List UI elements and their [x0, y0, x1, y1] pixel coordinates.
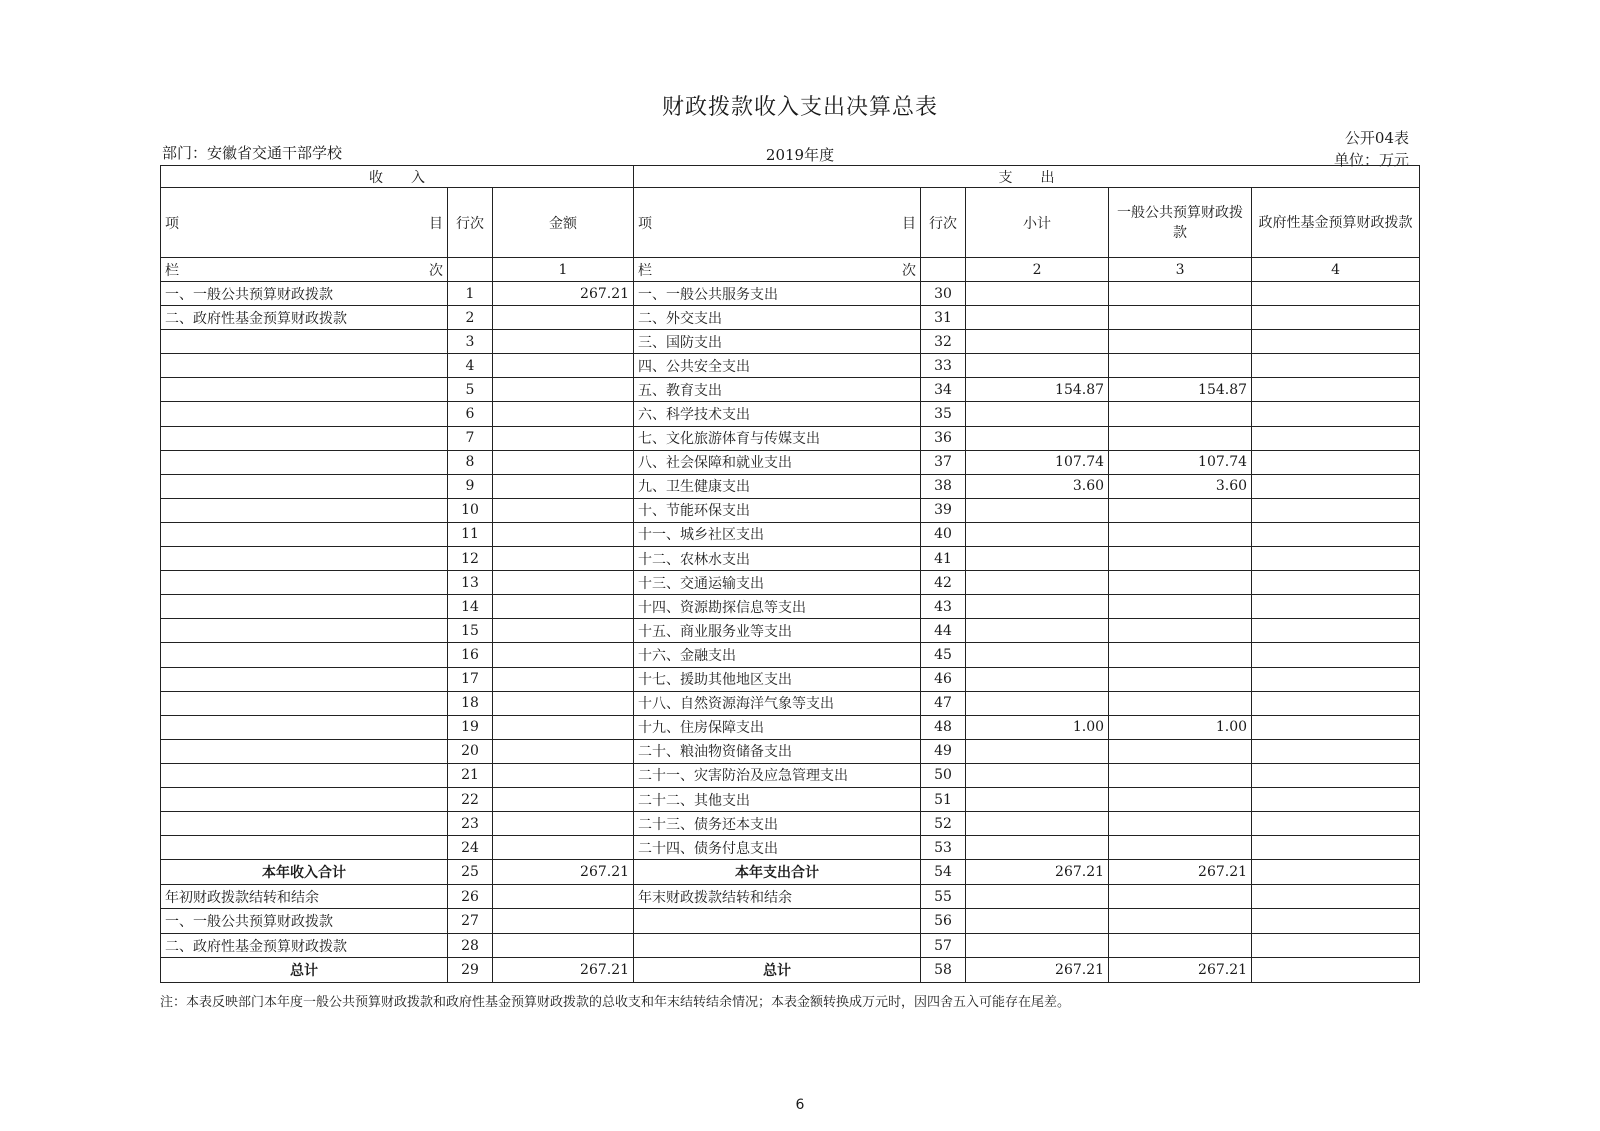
department-label: 部门：安徽省交通干部学校	[162, 144, 343, 162]
income-row-no-cell: 16	[448, 643, 493, 667]
column-index-label	[161, 258, 448, 282]
expense-row-no-cell: 36	[921, 426, 966, 450]
subtotal-cell	[966, 739, 1109, 763]
expense-row-no-cell: 31	[921, 306, 966, 330]
gov-fund-cell	[1252, 330, 1420, 354]
subtotal-cell	[966, 763, 1109, 787]
general-budget-cell	[1109, 402, 1252, 426]
income-row-no-cell: 3	[448, 330, 493, 354]
expense-row-no-cell: 53	[921, 836, 966, 860]
income-row-no-cell: 22	[448, 787, 493, 811]
income-row-no-cell: 24	[448, 836, 493, 860]
table-row	[161, 571, 1420, 595]
income-amount-cell	[493, 571, 634, 595]
income-amount-cell	[493, 909, 634, 934]
expense-row-no-cell: 52	[921, 812, 966, 836]
table-row	[161, 595, 1420, 619]
income-row-no-cell: 4	[448, 354, 493, 378]
item-left-label: 项	[165, 215, 179, 232]
expense-row-no-cell: 55	[921, 884, 966, 909]
expense-item-header	[634, 188, 921, 258]
gov-fund-cell	[1252, 667, 1420, 691]
general-budget-cell	[1109, 595, 1252, 619]
subtotal-cell	[966, 691, 1109, 715]
summary-row	[161, 958, 1420, 983]
footnote: 注：本表反映部门本年度一般公共预算财政拨款和政府性基金预算财政拨款的总收支和年末结转结余情况；本表金额转换成万元时，因四舍五入可能存在尾差。	[160, 995, 1071, 1010]
gov-fund-cell	[1252, 619, 1420, 643]
income-amount-cell	[493, 763, 634, 787]
table-row	[161, 474, 1420, 498]
general-budget-cell	[1109, 619, 1252, 643]
expense-item-cell: 八、社会保障和就业支出	[634, 450, 921, 474]
expense-row-no-cell: 39	[921, 498, 966, 522]
expense-item-cell: 一、一般公共服务支出	[634, 282, 921, 306]
income-amount-cell	[493, 450, 634, 474]
expense-row-no-cell: 40	[921, 522, 966, 546]
income-row-no-cell: 12	[448, 547, 493, 571]
gov-fund-cell	[1252, 860, 1420, 885]
summary-row	[161, 933, 1420, 958]
expense-row-no-cell: 49	[921, 739, 966, 763]
expense-item-cell: 年末财政拨款结转和结余	[634, 884, 921, 909]
expense-row-no-cell: 45	[921, 643, 966, 667]
table-row	[161, 763, 1420, 787]
general-budget-cell	[1109, 330, 1252, 354]
income-row-no-cell: 2	[448, 306, 493, 330]
income-row-no-cell: 10	[448, 498, 493, 522]
income-item-cell	[161, 330, 448, 354]
income-item-cell	[161, 450, 448, 474]
gov-fund-cell	[1252, 643, 1420, 667]
subtotal-cell	[966, 282, 1109, 306]
income-item-cell	[161, 354, 448, 378]
general-budget-cell	[1109, 787, 1252, 811]
income-item-cell	[161, 547, 448, 571]
expense-item-cell: 十八、自然资源海洋气象等支出	[634, 691, 921, 715]
gov-fund-cell	[1252, 571, 1420, 595]
income-item-header	[161, 188, 448, 258]
income-item-cell	[161, 426, 448, 450]
expense-row-no-cell: 37	[921, 450, 966, 474]
gov-fund-cell	[1252, 402, 1420, 426]
income-amount-cell	[493, 812, 634, 836]
income-row-no-cell: 21	[448, 763, 493, 787]
gov-fund-cell	[1252, 909, 1420, 934]
income-item-cell: 一、一般公共预算财政拨款	[161, 909, 448, 934]
column-index-4: 4	[1252, 258, 1420, 282]
expense-row-no-cell: 48	[921, 715, 966, 739]
item-right-label: 目	[902, 215, 917, 232]
summary-row	[161, 860, 1420, 885]
income-item-cell	[161, 715, 448, 739]
table-row	[161, 715, 1420, 739]
income-item-cell	[161, 643, 448, 667]
table-row	[161, 354, 1420, 378]
general-budget-cell	[1109, 571, 1252, 595]
income-row-no-cell: 9	[448, 474, 493, 498]
general-budget-cell	[1109, 547, 1252, 571]
income-item-cell: 二、政府性基金预算财政拨款	[161, 933, 448, 958]
income-amount-cell	[493, 426, 634, 450]
subtotal-cell	[966, 619, 1109, 643]
subtotal-header: 小计	[966, 188, 1109, 258]
gov-fund-cell	[1252, 522, 1420, 546]
general-budget-cell	[1109, 306, 1252, 330]
income-row-no-cell: 13	[448, 571, 493, 595]
table-row	[161, 691, 1420, 715]
general-budget-cell	[1109, 739, 1252, 763]
expense-item-cell: 十四、资源勘探信息等支出	[634, 595, 921, 619]
expense-row-no-cell: 54	[921, 860, 966, 885]
income-amount-cell	[493, 474, 634, 498]
budget-table-container	[160, 165, 1419, 983]
general-budget-cell	[1109, 282, 1252, 306]
subtotal-cell	[966, 909, 1109, 934]
table-row	[161, 812, 1420, 836]
subtotal-cell	[966, 595, 1109, 619]
expense-row-no-cell: 58	[921, 958, 966, 983]
gov-fund-cell	[1252, 958, 1420, 983]
subtotal-cell	[966, 571, 1109, 595]
expense-row-no-cell: 47	[921, 691, 966, 715]
expense-item-cell: 五、教育支出	[634, 378, 921, 402]
item-right-label: 目	[429, 215, 443, 232]
income-item-cell	[161, 595, 448, 619]
column-index-3: 3	[1109, 258, 1252, 282]
income-amount-header: 金额	[493, 188, 634, 258]
expense-row-no-cell: 34	[921, 378, 966, 402]
table-row	[161, 739, 1420, 763]
subtotal-cell	[966, 667, 1109, 691]
expense-item-cell: 十七、援助其他地区支出	[634, 667, 921, 691]
table-row	[161, 787, 1420, 811]
expense-row-no-cell: 44	[921, 619, 966, 643]
income-amount-cell	[493, 667, 634, 691]
gov-fund-cell	[1252, 836, 1420, 860]
income-amount-cell	[493, 522, 634, 546]
expense-item-cell: 二十、粮油物资储备支出	[634, 739, 921, 763]
col-right-label: 次	[429, 262, 443, 279]
subtotal-cell	[966, 306, 1109, 330]
expense-item-cell: 七、文化旅游体育与传媒支出	[634, 426, 921, 450]
expense-item-cell: 二十一、灾害防治及应急管理支出	[634, 763, 921, 787]
income-row-no-cell: 26	[448, 884, 493, 909]
income-amount-cell: 267.21	[493, 282, 634, 306]
subtotal-cell	[966, 547, 1109, 571]
income-amount-cell	[493, 619, 634, 643]
general-budget-cell: 3.60	[1109, 474, 1252, 498]
income-amount-cell: 267.21	[493, 860, 634, 885]
income-amount-cell	[493, 330, 634, 354]
table-row	[161, 426, 1420, 450]
expense-row-no-cell: 46	[921, 667, 966, 691]
general-budget-cell	[1109, 426, 1252, 450]
income-row-no-cell: 11	[448, 522, 493, 546]
income-amount-cell	[493, 547, 634, 571]
income-amount-cell	[493, 933, 634, 958]
expense-item-cell: 十六、金融支出	[634, 643, 921, 667]
subtotal-cell: 267.21	[966, 860, 1109, 885]
general-budget-cell	[1109, 884, 1252, 909]
general-budget-header: 一般公共预算财政拨款	[1109, 188, 1252, 258]
expense-item-cell: 十九、住房保障支出	[634, 715, 921, 739]
gov-fund-cell	[1252, 498, 1420, 522]
income-item-cell: 总计	[161, 958, 448, 983]
general-budget-cell: 107.74	[1109, 450, 1252, 474]
table-row	[161, 547, 1420, 571]
table-row	[161, 498, 1420, 522]
table-row	[161, 306, 1420, 330]
gov-fund-cell	[1252, 354, 1420, 378]
table-row	[161, 402, 1420, 426]
gov-fund-cell	[1252, 547, 1420, 571]
income-amount-cell	[493, 715, 634, 739]
subtotal-cell	[966, 522, 1109, 546]
gov-fund-cell	[1252, 378, 1420, 402]
expense-row-no-cell: 41	[921, 547, 966, 571]
income-item-cell	[161, 522, 448, 546]
expense-section-header: 支 出	[634, 166, 1420, 188]
gov-fund-cell	[1252, 450, 1420, 474]
expense-row-no-cell: 57	[921, 933, 966, 958]
income-amount-cell: 267.21	[493, 958, 634, 983]
gov-fund-cell	[1252, 426, 1420, 450]
summary-row	[161, 884, 1420, 909]
subtotal-cell	[966, 330, 1109, 354]
expense-item-cell: 四、公共安全支出	[634, 354, 921, 378]
income-amount-cell	[493, 402, 634, 426]
income-amount-cell	[493, 595, 634, 619]
general-budget-cell	[1109, 691, 1252, 715]
income-row-no-cell: 14	[448, 595, 493, 619]
expense-item-cell: 十二、农林水支出	[634, 547, 921, 571]
gov-fund-header: 政府性基金预算财政拨款	[1252, 188, 1420, 258]
gov-fund-cell	[1252, 884, 1420, 909]
general-budget-cell	[1109, 522, 1252, 546]
income-amount-cell	[493, 787, 634, 811]
expense-row-no-header: 行次	[921, 188, 966, 258]
fiscal-year: 2019年度	[765, 146, 835, 164]
general-budget-cell	[1109, 354, 1252, 378]
table-row	[161, 619, 1420, 643]
income-row-no-cell: 27	[448, 909, 493, 934]
subtotal-cell	[966, 812, 1109, 836]
gov-fund-cell	[1252, 715, 1420, 739]
income-item-cell	[161, 571, 448, 595]
income-item-cell	[161, 836, 448, 860]
income-amount-cell	[493, 739, 634, 763]
gov-fund-cell	[1252, 812, 1420, 836]
expense-row-no-cell: 35	[921, 402, 966, 426]
column-index-2: 2	[966, 258, 1109, 282]
general-budget-cell: 267.21	[1109, 958, 1252, 983]
general-budget-cell	[1109, 643, 1252, 667]
summary-row	[161, 909, 1420, 934]
income-row-no-cell: 6	[448, 402, 493, 426]
expense-row-no-cell: 56	[921, 909, 966, 934]
income-item-cell	[161, 691, 448, 715]
subtotal-cell	[966, 933, 1109, 958]
income-row-no-cell: 19	[448, 715, 493, 739]
income-amount-cell	[493, 836, 634, 860]
expense-item-cell: 二十二、其他支出	[634, 787, 921, 811]
income-item-cell	[161, 812, 448, 836]
expense-item-cell: 九、卫生健康支出	[634, 474, 921, 498]
gov-fund-cell	[1252, 763, 1420, 787]
expense-row-no-cell: 50	[921, 763, 966, 787]
table-body	[161, 282, 1420, 983]
income-item-cell: 二、政府性基金预算财政拨款	[161, 306, 448, 330]
income-amount-cell	[493, 498, 634, 522]
subtotal-cell	[966, 402, 1109, 426]
general-budget-cell: 1.00	[1109, 715, 1252, 739]
col-right-label: 次	[902, 262, 917, 279]
subtotal-cell: 267.21	[966, 958, 1109, 983]
expense-item-cell	[634, 909, 921, 934]
item-left-label: 项	[638, 215, 653, 232]
expense-item-cell: 本年支出合计	[634, 860, 921, 885]
unit-label: 单位：万元	[1333, 151, 1409, 169]
income-amount-cell	[493, 643, 634, 667]
table-row	[161, 282, 1420, 306]
table-row	[161, 450, 1420, 474]
expense-row-no-cell: 51	[921, 787, 966, 811]
gov-fund-cell	[1252, 787, 1420, 811]
expense-row-no-cell: 32	[921, 330, 966, 354]
expense-item-cell: 二十三、债务还本支出	[634, 812, 921, 836]
expense-row-no-cell: 43	[921, 595, 966, 619]
general-budget-cell	[1109, 812, 1252, 836]
gov-fund-cell	[1252, 595, 1420, 619]
table-row	[161, 643, 1420, 667]
general-budget-cell	[1109, 498, 1252, 522]
income-item-cell	[161, 378, 448, 402]
income-row-no-cell: 17	[448, 667, 493, 691]
income-item-cell	[161, 474, 448, 498]
income-item-cell	[161, 763, 448, 787]
income-amount-cell	[493, 306, 634, 330]
general-budget-cell: 154.87	[1109, 378, 1252, 402]
gov-fund-cell	[1252, 933, 1420, 958]
income-item-cell	[161, 739, 448, 763]
expense-item-cell: 二十四、债务付息支出	[634, 836, 921, 860]
expense-row-no-cell: 30	[921, 282, 966, 306]
table-row	[161, 330, 1420, 354]
expense-item-cell: 十、节能环保支出	[634, 498, 921, 522]
budget-table	[160, 165, 1420, 983]
income-item-cell: 本年收入合计	[161, 860, 448, 885]
expense-item-cell: 十一、城乡社区支出	[634, 522, 921, 546]
income-item-cell: 一、一般公共预算财政拨款	[161, 282, 448, 306]
empty-cell	[448, 258, 493, 282]
income-row-no-cell: 8	[448, 450, 493, 474]
income-amount-cell	[493, 691, 634, 715]
income-item-cell: 年初财政拨款结转和结余	[161, 884, 448, 909]
expense-item-cell	[634, 933, 921, 958]
subtotal-cell	[966, 643, 1109, 667]
subtotal-cell: 1.00	[966, 715, 1109, 739]
subtotal-cell	[966, 787, 1109, 811]
column-index-1: 1	[493, 258, 634, 282]
income-row-no-cell: 5	[448, 378, 493, 402]
general-budget-cell	[1109, 909, 1252, 934]
table-row	[161, 522, 1420, 546]
income-row-no-cell: 28	[448, 933, 493, 958]
income-amount-cell	[493, 884, 634, 909]
gov-fund-cell	[1252, 691, 1420, 715]
general-budget-cell	[1109, 667, 1252, 691]
page-title: 财政拨款收入支出决算总表	[661, 95, 938, 120]
subtotal-cell	[966, 498, 1109, 522]
expense-item-cell: 十三、交通运输支出	[634, 571, 921, 595]
subtotal-cell: 154.87	[966, 378, 1109, 402]
general-budget-cell	[1109, 763, 1252, 787]
empty-cell	[921, 258, 966, 282]
income-row-no-cell: 23	[448, 812, 493, 836]
income-row-no-cell: 25	[448, 860, 493, 885]
gov-fund-cell	[1252, 474, 1420, 498]
col-left-label: 栏	[165, 262, 179, 279]
gov-fund-cell	[1252, 282, 1420, 306]
general-budget-cell: 267.21	[1109, 860, 1252, 885]
expense-item-cell: 十五、商业服务业等支出	[634, 619, 921, 643]
expense-item-cell: 三、国防支出	[634, 330, 921, 354]
income-item-cell	[161, 667, 448, 691]
table-row	[161, 378, 1420, 402]
income-item-cell	[161, 619, 448, 643]
page-number: 6	[795, 1097, 805, 1113]
expense-row-no-cell: 33	[921, 354, 966, 378]
table-row	[161, 836, 1420, 860]
subtotal-cell	[966, 426, 1109, 450]
subtotal-cell	[966, 884, 1109, 909]
expense-item-cell: 二、外交支出	[634, 306, 921, 330]
income-amount-cell	[493, 378, 634, 402]
expense-row-no-cell: 38	[921, 474, 966, 498]
income-row-no-header: 行次	[448, 188, 493, 258]
income-item-cell	[161, 787, 448, 811]
income-row-no-cell: 29	[448, 958, 493, 983]
income-row-no-cell: 1	[448, 282, 493, 306]
subtotal-cell	[966, 354, 1109, 378]
expense-item-cell: 六、科学技术支出	[634, 402, 921, 426]
expense-row-no-cell: 42	[921, 571, 966, 595]
column-index-label	[634, 258, 921, 282]
col-left-label: 栏	[638, 262, 653, 279]
income-row-no-cell: 18	[448, 691, 493, 715]
form-code: 公开04表	[1344, 129, 1409, 147]
table-row	[161, 667, 1420, 691]
subtotal-cell: 107.74	[966, 450, 1109, 474]
income-row-no-cell: 7	[448, 426, 493, 450]
subtotal-cell: 3.60	[966, 474, 1109, 498]
expense-item-cell: 总计	[634, 958, 921, 983]
income-amount-cell	[493, 354, 634, 378]
gov-fund-cell	[1252, 306, 1420, 330]
income-item-cell	[161, 498, 448, 522]
general-budget-cell	[1109, 836, 1252, 860]
subtotal-cell	[966, 836, 1109, 860]
income-item-cell	[161, 402, 448, 426]
income-row-no-cell: 15	[448, 619, 493, 643]
general-budget-cell	[1109, 933, 1252, 958]
income-row-no-cell: 20	[448, 739, 493, 763]
income-section-header: 收 入	[161, 166, 634, 188]
gov-fund-cell	[1252, 739, 1420, 763]
